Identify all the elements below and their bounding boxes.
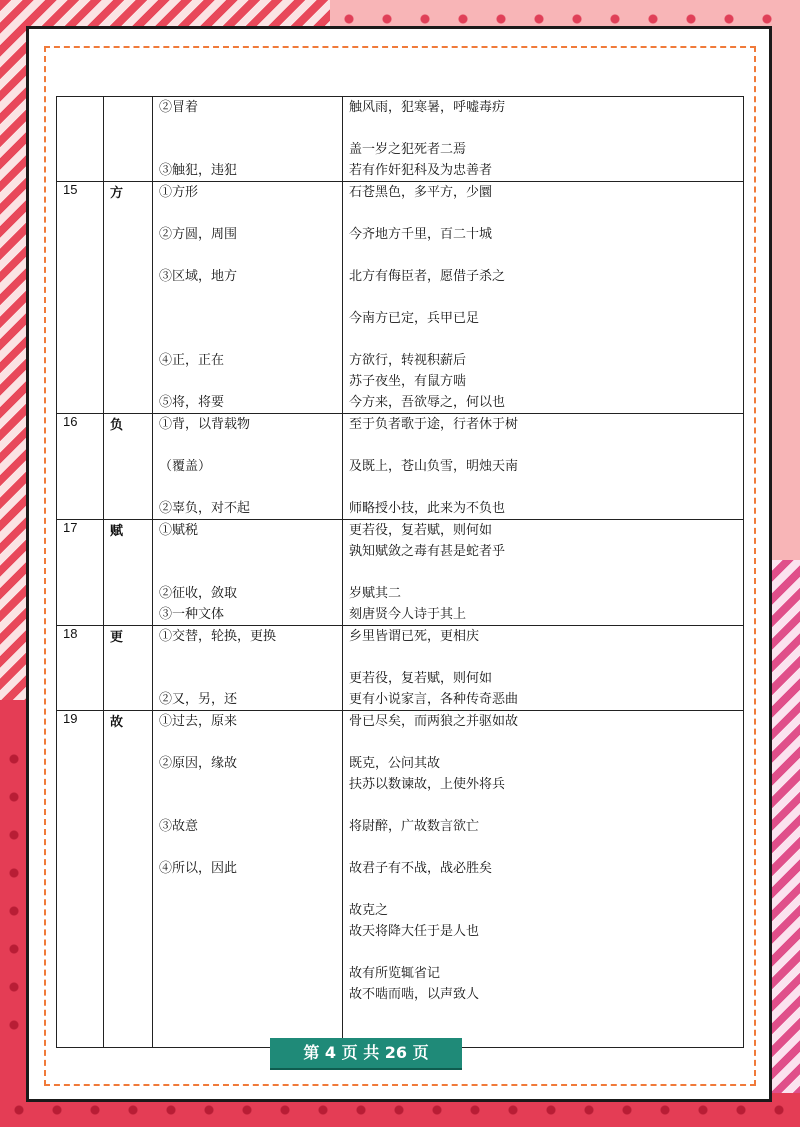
background-dots-left xyxy=(0,740,28,1040)
example-line: 更有小说家言，各种传奇恶曲 xyxy=(349,692,519,707)
example-line: 故不啮而啮，以声致人 xyxy=(349,987,480,1002)
example-line: 故有所览辄省记 xyxy=(349,966,441,981)
example-line xyxy=(349,1005,737,1026)
meaning-line xyxy=(159,879,336,900)
meaning-line: ③一种文体 xyxy=(159,607,225,622)
example-line: 至于负者歌于途，行者休于树 xyxy=(349,417,519,432)
meaning-line xyxy=(159,647,336,668)
entry-meanings xyxy=(153,97,343,182)
meaning-line xyxy=(159,329,336,350)
meaning-line xyxy=(159,371,336,392)
example-line: 骨已尽矣，而两狼之并驱如故 xyxy=(349,714,519,729)
entry-examples xyxy=(343,97,744,182)
example-line: 乡里皆谓已死，更相庆 xyxy=(349,629,480,644)
meaning-line: ②辜负，对不起 xyxy=(159,501,251,516)
meaning-line xyxy=(159,245,336,266)
entry-character: 方 xyxy=(104,182,153,414)
meaning-line xyxy=(159,1005,336,1026)
example-line xyxy=(349,837,737,858)
vocabulary-table-body xyxy=(57,97,744,1048)
meaning-line: ①背，以背载物 xyxy=(159,417,251,432)
meaning-line: ②征收，敛取 xyxy=(159,586,238,601)
example-line: 故天将降大任于是人也 xyxy=(349,924,480,939)
example-line xyxy=(349,732,737,753)
entry-examples xyxy=(343,626,744,711)
meaning-line xyxy=(159,942,336,963)
example-line: 刻唐贤今人诗于其上 xyxy=(349,607,467,622)
meaning-line: ③触犯，违犯 xyxy=(159,163,238,178)
entry-meanings xyxy=(153,414,343,520)
entry-character: 更 xyxy=(104,626,153,711)
meaning-line: ②原因，缘故 xyxy=(159,756,238,771)
example-line: 故克之 xyxy=(349,903,389,918)
entry-number: 17 xyxy=(57,520,104,626)
example-line: 更若役，复若赋，则何如 xyxy=(349,671,493,686)
meaning-line: ②冒着 xyxy=(159,100,199,115)
entry-examples xyxy=(343,711,744,1048)
entry-number: 15 xyxy=(57,182,104,414)
meaning-line: ⑤将，将要 xyxy=(159,395,225,410)
meaning-line xyxy=(159,562,336,583)
meaning-line xyxy=(159,541,336,562)
meaning-line xyxy=(159,118,336,139)
entry-character: 故 xyxy=(104,711,153,1048)
meaning-line: ①交替，轮换，更换 xyxy=(159,629,277,644)
meaning-line xyxy=(159,900,336,921)
entry-character: 赋 xyxy=(104,520,153,626)
entry-meanings xyxy=(153,520,343,626)
example-line xyxy=(349,647,737,668)
entry-meanings xyxy=(153,182,343,414)
meaning-line: ②又，另，还 xyxy=(159,692,238,707)
example-line: 师略授小技，此来为不负也 xyxy=(349,501,506,516)
example-line: 岁赋其二 xyxy=(349,586,402,601)
meaning-line: ③区域，地方 xyxy=(159,269,238,284)
meaning-line: ①过去，原来 xyxy=(159,714,238,729)
table-row xyxy=(57,182,744,414)
table-row xyxy=(57,711,744,1048)
meaning-line: ①赋税 xyxy=(159,523,199,538)
example-line: 今齐地方千里，百二十城 xyxy=(349,227,493,242)
meaning-line xyxy=(159,774,336,795)
entry-examples xyxy=(343,520,744,626)
entry-examples xyxy=(343,414,744,520)
example-line: 故君子有不战，战必胜矣 xyxy=(349,861,493,876)
example-line: 将尉醉，广故数言欲亡 xyxy=(349,819,480,834)
page-indicator: 第 4 页 共 26 页 xyxy=(270,1038,462,1068)
example-line xyxy=(349,203,737,224)
example-line xyxy=(349,477,737,498)
entry-number: 18 xyxy=(57,626,104,711)
meaning-line xyxy=(159,837,336,858)
example-line: 触风雨，犯寒暑，呼嘘毒疠 xyxy=(349,100,506,115)
entry-number: 19 xyxy=(57,711,104,1048)
example-line xyxy=(349,942,737,963)
meaning-line: ④所以，因此 xyxy=(159,861,238,876)
example-line: 既克，公问其故 xyxy=(349,756,441,771)
entry-examples xyxy=(343,182,744,414)
example-line: 方欲行，转视积薪后 xyxy=(349,353,467,368)
meaning-line xyxy=(159,963,336,984)
example-line xyxy=(349,435,737,456)
meaning-line: ③故意 xyxy=(159,819,199,834)
entry-meanings xyxy=(153,711,343,1048)
entry-number: 16 xyxy=(57,414,104,520)
example-line: 苏子夜坐，有鼠方啮 xyxy=(349,374,467,389)
example-line xyxy=(349,562,737,583)
meaning-line: （覆盖） xyxy=(159,459,212,474)
example-line: 孰知赋敛之毒有甚是蛇者乎 xyxy=(349,544,506,559)
example-line xyxy=(349,118,737,139)
example-line xyxy=(349,287,737,308)
meaning-line xyxy=(159,984,336,1005)
table-row xyxy=(57,97,744,182)
example-line xyxy=(349,245,737,266)
meaning-line xyxy=(159,435,336,456)
meaning-line xyxy=(159,795,336,816)
example-line xyxy=(349,795,737,816)
vocabulary-table xyxy=(56,96,744,1048)
meaning-line xyxy=(159,921,336,942)
entry-number xyxy=(57,97,104,182)
table-row xyxy=(57,414,744,520)
entry-meanings xyxy=(153,626,343,711)
entry-character xyxy=(104,97,153,182)
example-line: 石苍黑色，多平方，少圜 xyxy=(349,185,493,200)
table-row xyxy=(57,520,744,626)
example-line: 扶苏以数谏故，上使外将兵 xyxy=(349,777,506,792)
example-line: 更若役，复若赋，则何如 xyxy=(349,523,493,538)
example-line: 若有作奸犯科及为忠善者 xyxy=(349,163,493,178)
example-line: 盖一岁之犯死者二焉 xyxy=(349,142,467,157)
example-line: 今南方已定，兵甲已足 xyxy=(349,311,480,326)
table-row xyxy=(57,626,744,711)
example-line: 及既上，苍山负雪，明烛天南 xyxy=(349,459,519,474)
meaning-line xyxy=(159,732,336,753)
meaning-line xyxy=(159,668,336,689)
meaning-line xyxy=(159,287,336,308)
meaning-line xyxy=(159,308,336,329)
meaning-line xyxy=(159,139,336,160)
example-line xyxy=(349,329,737,350)
entry-character: 负 xyxy=(104,414,153,520)
meaning-line: ②方圆，周围 xyxy=(159,227,238,242)
example-line: 今方来，吾欲辱之，何以也 xyxy=(349,395,506,410)
example-line xyxy=(349,879,737,900)
meaning-line xyxy=(159,203,336,224)
example-line: 北方有侮臣者，愿借子杀之 xyxy=(349,269,506,284)
meaning-line: ④正，正在 xyxy=(159,353,225,368)
meaning-line xyxy=(159,477,336,498)
meaning-line: ①方形 xyxy=(159,185,199,200)
